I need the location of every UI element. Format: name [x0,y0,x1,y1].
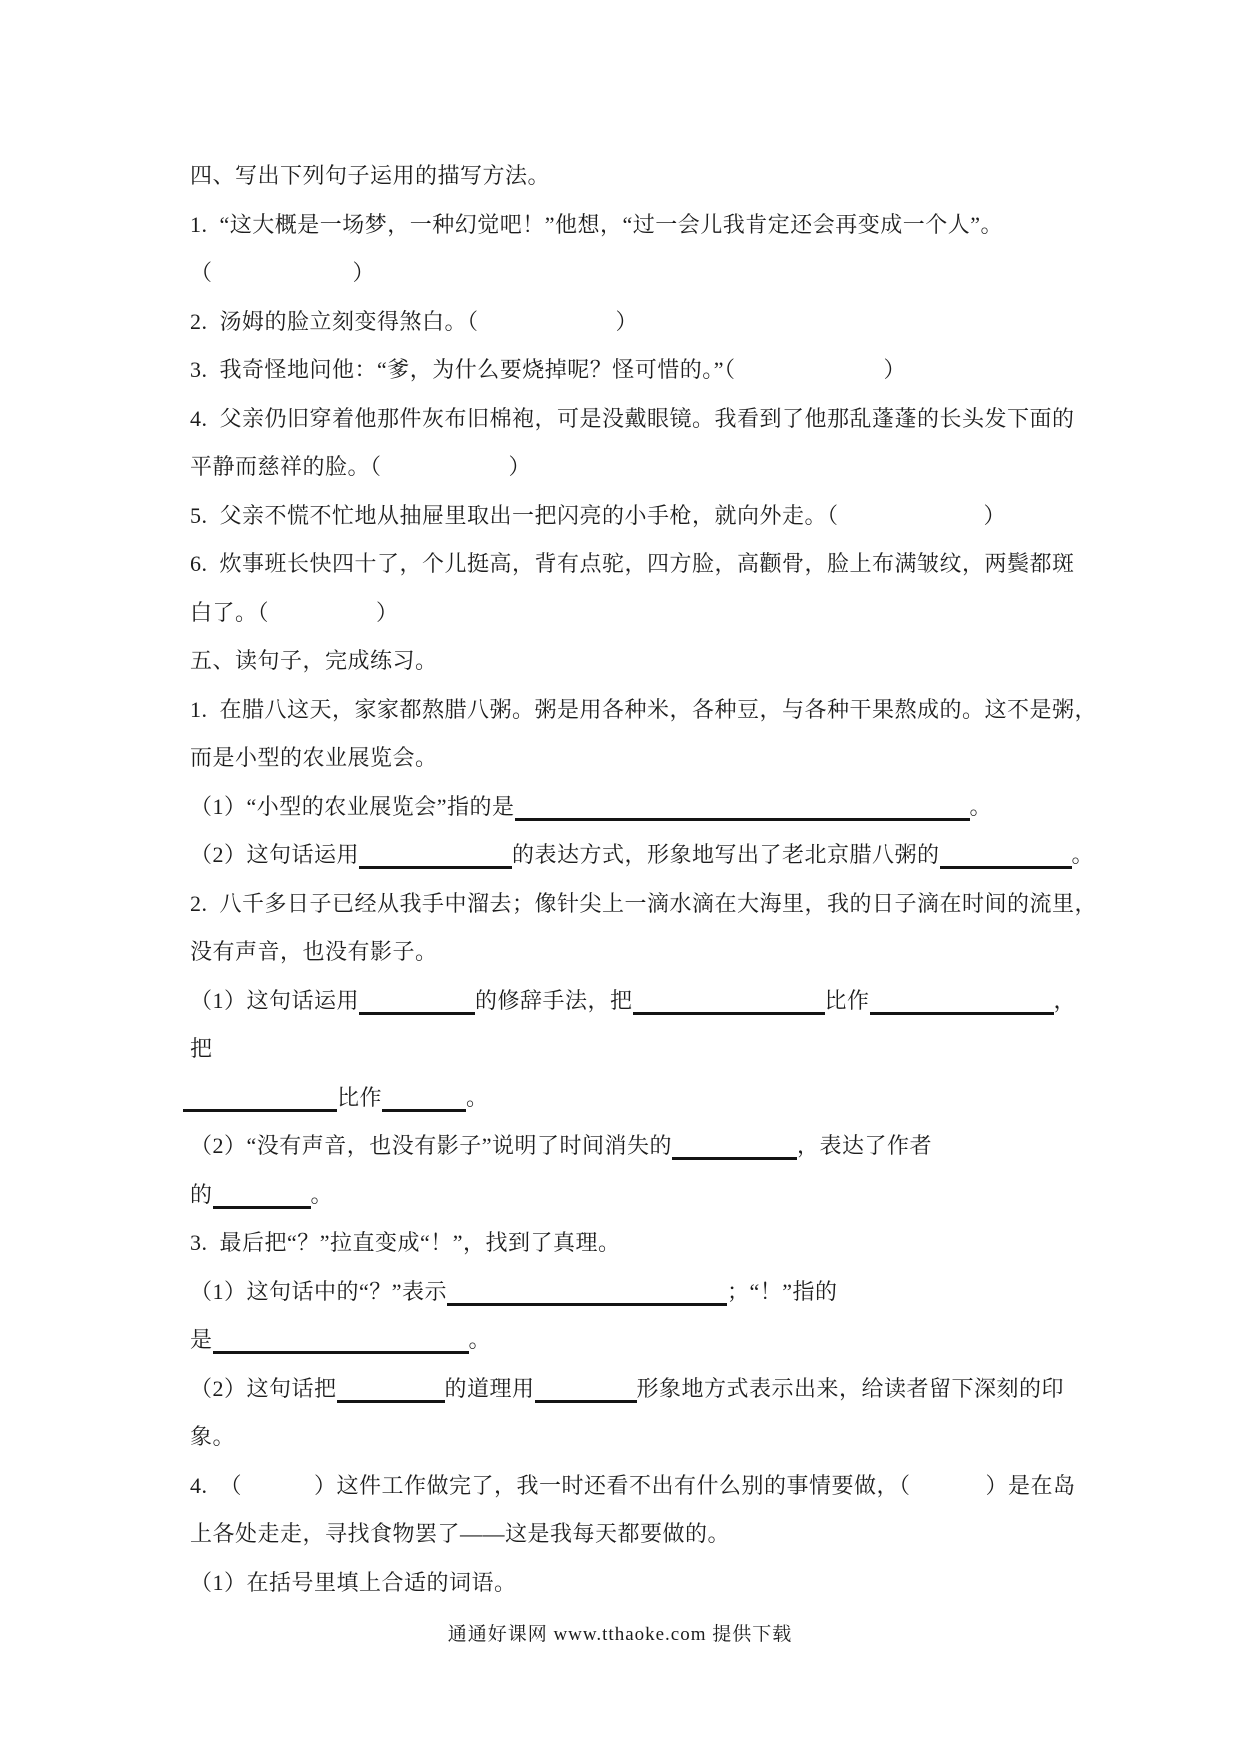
text-segment: 。 [310,1181,334,1207]
text-segment: （2）“没有声音，也没有影子”说明了时间消失的 [190,1133,673,1158]
text-segment: （1）这句话中的“？”表示 [190,1278,448,1304]
q4-3-sentence [190,346,1090,395]
section-heading-5 [190,637,1090,686]
q5-3-sub1-line1 [190,1268,1090,1317]
fill-in-blank-line [337,1370,445,1403]
fill-in-blank-line [535,1370,637,1403]
q5-4-sentence-line1 [190,1462,1090,1511]
text-segment: 4. （ [190,1472,243,1498]
q5-4-sub1 [190,1559,1090,1608]
q5-3-sub1-line2 [190,1316,1090,1365]
fill-in-blank-line [213,1321,469,1354]
fill-in-blank-line [515,788,970,821]
text-segment: 。 [466,1084,489,1110]
text-segment: 四、写出下列句子运用的描写方法。 [190,163,551,188]
q5-2-sub2-line2 [190,1171,1090,1220]
text-segment: 3. 我奇怪地问他：“爹，为什么要烧掉呢？怪可惜的。”（ [190,357,736,382]
text-segment: 3. 最后把“？”拉直变成“！”，找到了真理。 [190,1230,621,1255]
q4-6-sentence-line2 [190,589,1090,638]
q5-3-sub2-line2 [190,1413,1090,1462]
q4-1-sentence [190,201,1090,250]
text-segment: ） [376,599,399,625]
text-segment: ）是在岛 [985,1472,1076,1498]
bracket-answer-gap [382,473,509,474]
q5-1-sub2 [190,831,1095,880]
text-segment: 1. 在腊八这天，家家都熬腊八粥。粥是用各种米，各种豆，与各种干果熬成的。这不是粥， [190,696,1098,722]
fill-in-blank-line [382,1079,466,1112]
text-segment: （1）“小型的农业展览会”指的是 [190,793,515,819]
text-segment: （1）在括号里填上合适的词语。 [190,1569,517,1595]
text-segment: （2）这句话把 [190,1375,337,1401]
q4-4-sentence-line2 [190,443,1090,492]
text-segment: 1. “这大概是一场梦，一种幻觉吧！”他想，“过一会儿我肯定还会再变成一个人”。 [190,211,1004,237]
text-segment: 没有声音，也没有影子。 [190,939,438,964]
text-segment: 2. 汤姆的脸立刻变得煞白。（ [190,308,479,334]
q5-2-sentence-line1 [190,880,1098,929]
text-segment: ；“！”指的 [727,1278,838,1304]
text-segment: 象。 [190,1424,236,1449]
text-segment: 。 [468,1327,492,1352]
q5-2-sentence-line2 [190,928,1090,977]
text-segment: ，表达了作者 [797,1133,933,1158]
fill-in-blank-line [213,1176,311,1209]
bracket-answer-gap [242,1492,314,1493]
q5-2-sub2-line1 [190,1122,1090,1171]
fill-in-blank-line [633,982,825,1015]
text-segment: 上各处走走，寻找食物罢了——这是我每天都要做的。 [190,1521,731,1546]
section-heading-4 [190,152,1090,201]
text-segment: 五、读句子，完成练习。 [190,648,438,673]
bracket-answer-gap [839,522,984,523]
q5-2-sub1-line2 [190,1025,1090,1074]
text-segment: 比作 [337,1084,383,1110]
text-segment: ） [983,502,1007,528]
text-segment: 白了。（ [190,599,270,625]
bracket-answer-gap [269,619,376,620]
fill-in-blank-line [359,982,475,1015]
q5-3-sentence [190,1219,1090,1268]
text-segment: 比作 [824,987,870,1013]
text-segment: 把 [190,1036,213,1061]
text-segment: ） [615,308,639,334]
fill-in-blank-line [672,1127,797,1160]
text-segment: 的 [190,1181,213,1207]
text-segment: 5. 父亲不慌不忙地从抽屉里取出一把闪亮的小手枪，就向外走。（ [190,502,839,528]
q5-1-sentence-line1 [190,686,1098,735]
text-segment: ） [508,454,532,479]
footer-text: 通通好课网 www.tthaoke.com 提供下载 [447,1624,793,1645]
q4-1-answer-brackets [190,249,1090,298]
fill-in-blank-line [183,1079,337,1112]
q5-2-sub1-line3 [183,1074,1090,1123]
q5-1-sub1 [190,783,1090,832]
text-segment: （ [190,260,213,285]
text-segment: （1）这句话运用 [190,987,360,1013]
q4-4-sentence-line1 [190,395,1090,444]
fill-in-blank-line [940,836,1072,869]
text-segment: 6. 炊事班长快四十了，个儿挺高，背有点驼，四方脸，高颧骨，脸上布满皱纹，两鬓都斑 [190,551,1075,576]
document-lines [190,152,1098,1607]
fill-in-blank-line [870,982,1054,1015]
text-segment: ）这件工作做完了，我一时还看不出有什么别的事情要做，（ [314,1472,911,1498]
q4-2-sentence [190,298,1090,347]
text-segment: 是 [190,1327,213,1352]
bracket-answer-gap [479,328,616,329]
text-segment: ， [1053,987,1077,1013]
text-segment: 2. 八千多日子已经从我手中溜去；像针尖上一滴水滴在大海里，我的日子滴在时间的流里， [190,890,1098,916]
q5-4-sentence-line2 [190,1510,1090,1559]
text-segment: 。 [969,793,993,819]
q5-1-sentence-line2 [190,734,1090,783]
fill-in-blank-line [359,836,512,869]
text-segment: 的修辞手法，把 [475,987,633,1013]
text-segment: 而是小型的农业展览会。 [190,745,438,770]
text-segment: 。 [1071,842,1095,867]
q5-2-sub1-line1 [190,977,1090,1026]
q4-6-sentence-line1 [190,540,1090,589]
text-segment: ） [352,260,376,285]
text-segment: 的道理用 [444,1375,535,1401]
text-segment: 4. 父亲仍旧穿着他那件灰布旧棉袍，可是没戴眼镜。我看到了他那乱蓬蓬的长头发下面的 [190,405,1075,431]
fill-in-blank-line [447,1273,727,1306]
bracket-answer-gap [213,279,353,280]
page-footer [0,1620,1240,1650]
q4-5-sentence [190,492,1090,541]
text-segment: 的表达方式，形象地写出了老北京腊八粥的 [512,842,940,867]
bracket-answer-gap [736,376,884,377]
text-segment: （2）这句话运用 [190,842,360,867]
bracket-answer-gap [911,1492,986,1493]
text-segment: 形象地方式表示出来，给读者留下深刻的印 [636,1375,1065,1401]
q5-3-sub2-line1 [190,1365,1090,1414]
text-segment: ） [883,357,907,382]
text-segment: 平静而慈祥的脸。（ [190,454,382,479]
